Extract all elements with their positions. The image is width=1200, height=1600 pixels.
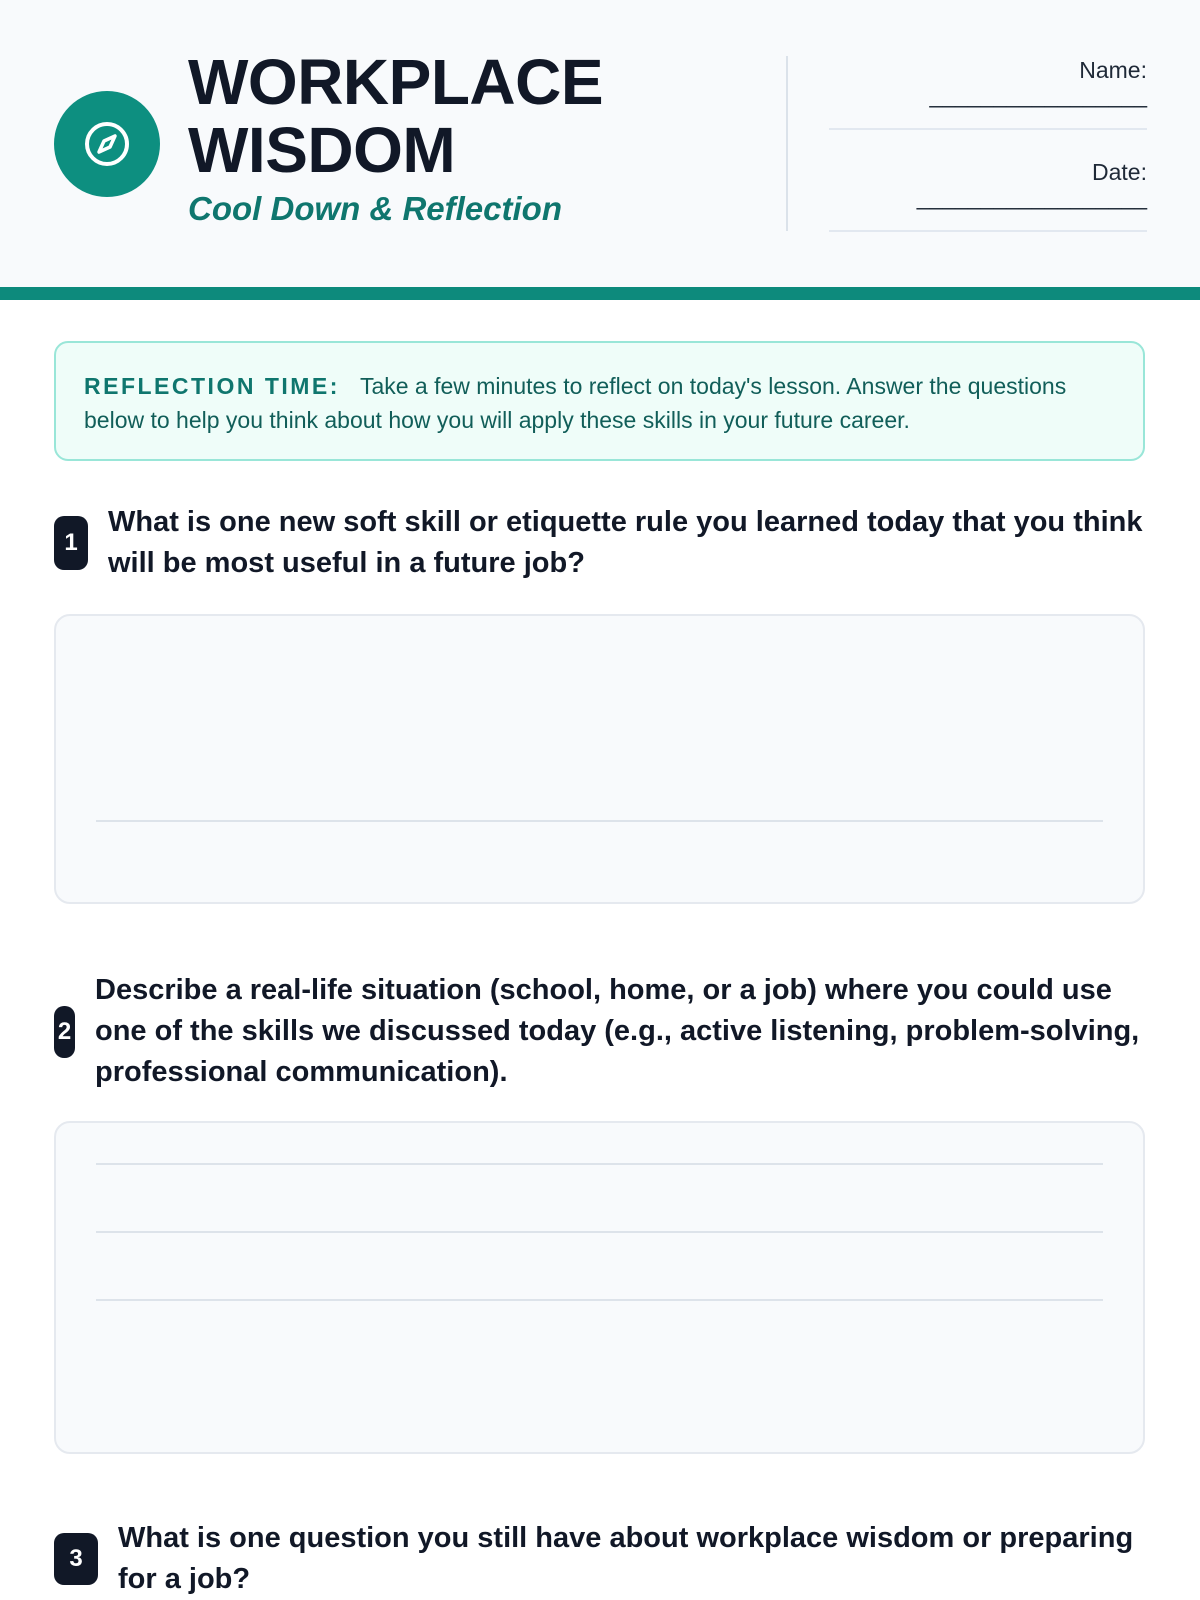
question-text: Describe a real-life situation (school, home, or a job) where you could use one of the skills we discussed today (e.g., active listening, problem-solving, professional communication).	[95, 974, 1140, 1088]
writing-line	[96, 1163, 1103, 1165]
title-block	[188, 48, 603, 228]
question-number-badge: 3	[54, 1533, 98, 1585]
question-3	[54, 1518, 1145, 1600]
callout-label: REFLECTION TIME:	[84, 373, 340, 399]
logo-badge	[54, 91, 160, 197]
name-label: Name:	[1079, 57, 1147, 83]
name-field[interactable]	[829, 56, 1147, 130]
question-text: What is one new soft skill or etiquette rule you learned today that you think will be most useful in a future job?	[108, 506, 1143, 579]
title-line-2: WISDOM	[188, 114, 456, 186]
date-field[interactable]	[829, 158, 1147, 232]
question-number-badge: 2	[54, 1006, 75, 1058]
writing-line	[96, 1231, 1103, 1233]
question-text: What is one question you still have about workplace wisdom or preparing for a job?	[118, 1522, 1134, 1595]
callout-text: Take a few minutes to reflect on today's lesson. Answer the questions below to help you think about how you will apply these skills in your future career.	[84, 373, 1067, 433]
name-blank: _________________	[929, 82, 1147, 108]
reflection-callout	[54, 341, 1145, 461]
header-divider	[786, 56, 788, 231]
compass-icon	[82, 119, 132, 169]
question-1	[54, 502, 1145, 584]
question-2	[54, 970, 1145, 1093]
subtitle: Cool Down & Reflection	[188, 190, 562, 227]
date-blank: __________________	[916, 184, 1147, 210]
answer-box-1[interactable]	[54, 614, 1145, 904]
worksheet-header	[0, 0, 1200, 300]
writing-line	[96, 820, 1103, 822]
date-label: Date:	[1092, 159, 1147, 185]
title-line-1: WORKPLACE	[188, 46, 604, 118]
answer-box-2[interactable]	[54, 1121, 1145, 1454]
question-number-badge: 1	[54, 516, 88, 570]
writing-line	[96, 1299, 1103, 1301]
